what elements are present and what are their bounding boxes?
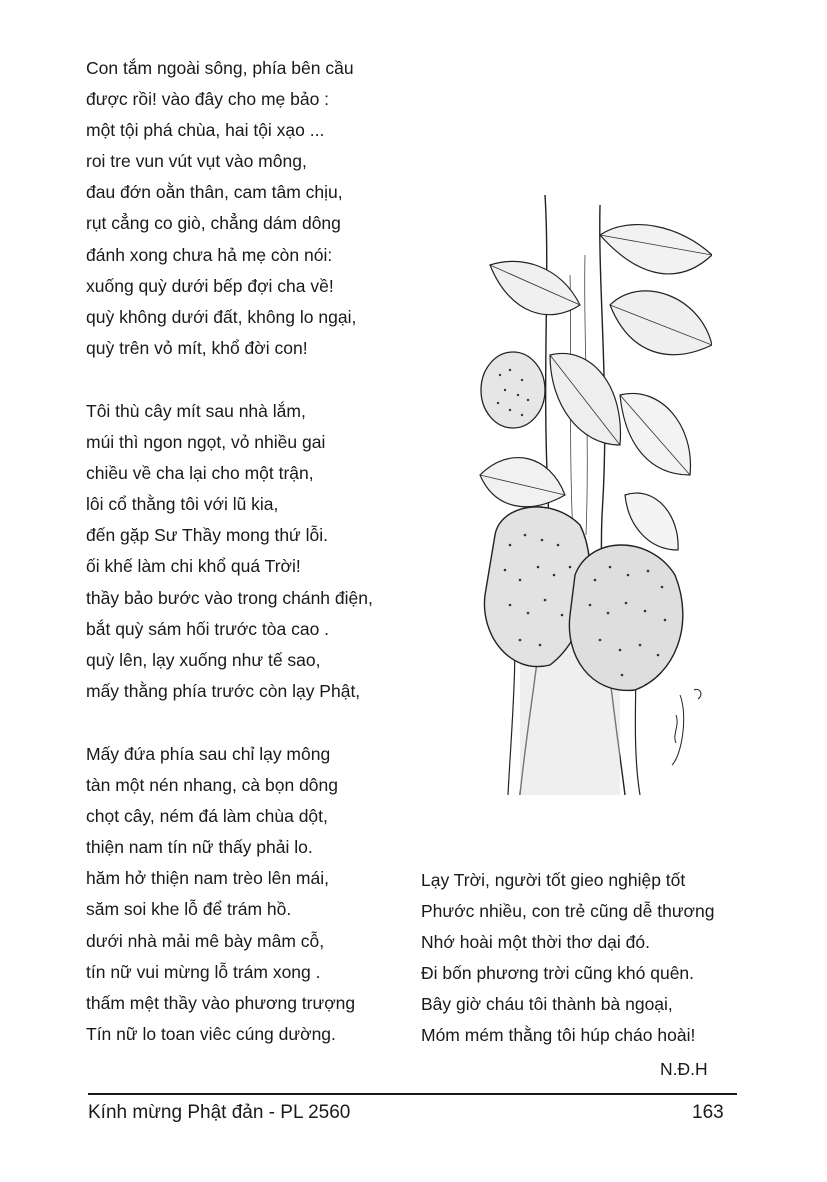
poem-line: bắt quỳ sám hối trước tòa cao .: [86, 618, 330, 639]
poem-stanza-3: [86, 739, 426, 1050]
poem-line: Con tắm ngoài sông, phía bên cầu: [86, 58, 354, 78]
poem-line: thấm mệt thầy vào phương trượng: [86, 992, 356, 1013]
poem-line: Nhớ hoài một thời thơ dại đó.: [421, 932, 650, 953]
poem-line: chiều về cha lại cho một trận,: [86, 463, 314, 484]
poem-line: Đi bốn phương trời cũng khó quên.: [421, 963, 695, 984]
page-number: 163: [692, 1102, 724, 1123]
poem-stanza-1: [86, 53, 426, 364]
footer-title: Kính mừng Phật đản - PL 2560: [88, 1102, 351, 1123]
poem-line: đau đớn oằn thân, cam tâm chịu,: [86, 182, 343, 203]
jackfruit-tree-sketch-icon: [450, 195, 712, 795]
poem-line: tín nữ vui mừng lỗ trám xong .: [86, 961, 321, 982]
poem-line: Lạy Trời, người tốt gieo nghiệp tốt: [421, 870, 686, 890]
poem-line: lôi cổ thằng tôi với lũ kia,: [86, 494, 279, 515]
poem-line: Bây giờ cháu tôi thành bà ngoại,: [421, 994, 673, 1015]
poem-line: săm soi khe lỗ để trám hồ.: [86, 899, 292, 920]
poem-line: một tội phá chùa, hai tội xạo ...: [86, 120, 325, 141]
poem-line: đến gặp Sư Thầy mong thứ lỗi.: [86, 525, 329, 546]
poem-line: Móm mém thằng tôi húp cháo hoài!: [421, 1025, 696, 1046]
poem-stanza-4: [421, 865, 781, 1052]
poem-line: quỳ trên vỏ mít, khổ đời con!: [86, 337, 308, 358]
poem-line: Tôi thù cây mít sau nhà lắm,: [86, 401, 306, 421]
poem-line: Mấy đứa phía sau chỉ lạy mông: [86, 744, 331, 764]
poem-line: quỳ không dưới đất, không lo ngại,: [86, 306, 357, 327]
poem-line: tàn một nén nhang, cà bọn dông: [86, 775, 339, 796]
poem-line: ối khế làm chi khổ quá Trời!: [86, 556, 301, 577]
poem-line: hăm hở thiện nam trèo lên mái,: [86, 868, 329, 889]
footer-divider: [88, 1093, 737, 1095]
poem-line: roi tre vun vút vụt vào mông,: [86, 151, 307, 172]
poem-line: thầy bảo bước vào trong chánh điện,: [86, 587, 373, 608]
poem-line: Tín nữ lo toan viêc cúng dường.: [86, 1023, 336, 1044]
author-signature: N.Đ.H: [660, 1059, 708, 1079]
poem-line: Phước nhiều, con trẻ cũng dễ thương: [421, 901, 715, 922]
poem-stanza-2: [86, 396, 426, 707]
poem-line: rụt cẳng co giò, chẳng dám dông: [86, 213, 341, 234]
poem-line: quỳ lên, lạy xuống như tế sao,: [86, 649, 321, 670]
poem-line: dưới nhà mải mê bày mâm cỗ,: [86, 930, 325, 951]
poem-line: thiện nam tín nữ thấy phải lo.: [86, 837, 313, 858]
poem-line: mấy thằng phía trước còn lạy Phật,: [86, 680, 361, 701]
poem-line: được rồi! vào đây cho mẹ bảo :: [86, 89, 330, 110]
poem-line: múi thì ngon ngọt, vỏ nhiều gai: [86, 432, 326, 453]
poem-line: đánh xong chưa hả mẹ còn nói:: [86, 244, 333, 265]
poem-line: chọt cây, ném đá làm chùa dột,: [86, 806, 328, 827]
poem-line: xuống quỳ dưới bếp đợi cha về!: [86, 275, 334, 296]
